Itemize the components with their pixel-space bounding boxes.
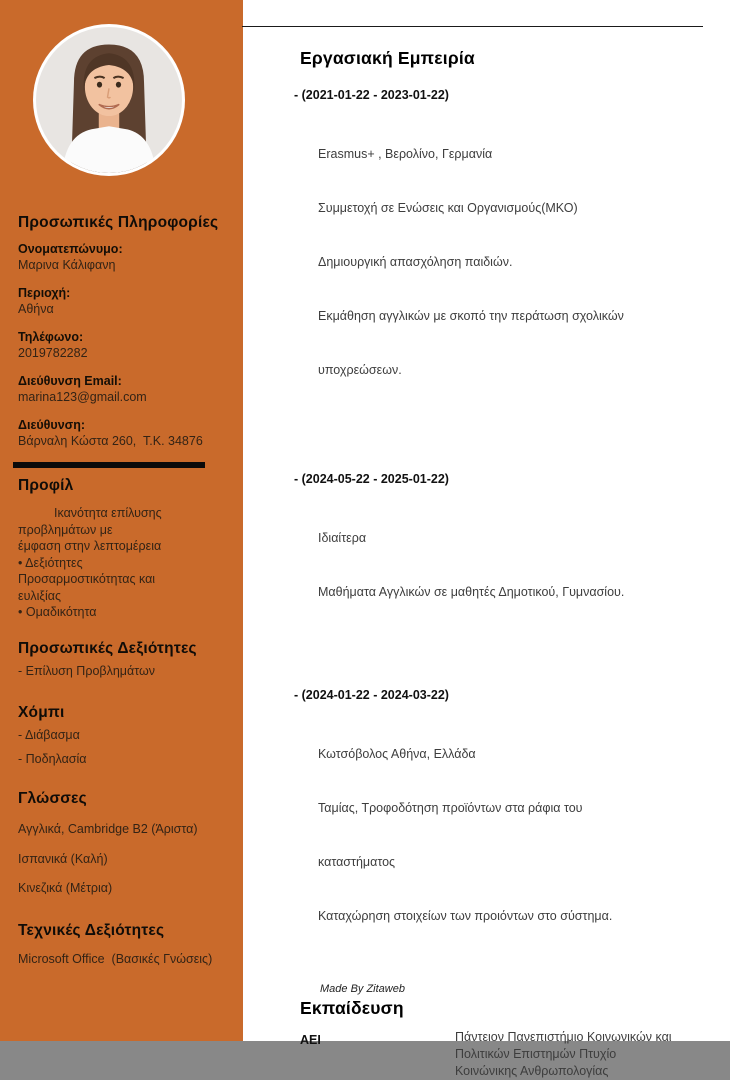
- experience-entry: [294, 471, 715, 637]
- experience-period: - (2024-01-22 - 2024-03-22): [294, 688, 449, 702]
- experience-heading: Εργασιακή Εμπειρία: [300, 48, 475, 68]
- top-rule: [242, 26, 703, 27]
- region-value: Αθήνα: [18, 301, 54, 316]
- email-value: marina123@gmail.com: [18, 389, 147, 404]
- profile-photo: [33, 24, 185, 176]
- technical-skills-section: [18, 921, 230, 968]
- experience-details: [318, 493, 715, 637]
- language-item: Ισπανικά (Καλή): [18, 851, 108, 866]
- profile-section: [18, 476, 230, 621]
- hobbies-section: [18, 703, 230, 767]
- phone-value: 2019782282: [18, 345, 88, 360]
- field-email: [18, 374, 230, 405]
- education-institution-line: Πολιτικών Επιστημών Πτυχίο: [455, 1047, 617, 1061]
- experience-line: καταστήματος: [318, 855, 396, 869]
- field-fullname: [18, 242, 230, 273]
- profile-heading: Προφίλ: [18, 477, 74, 494]
- experience-details: [318, 109, 715, 415]
- profile-line: Προσαρμοστικότητας και: [18, 572, 156, 586]
- experience-line: Συμμετοχή σε Ενώσεις και Οργανισμούς(ΜΚΟ): [318, 201, 578, 215]
- education-entry: [300, 1029, 715, 1080]
- technical-skills-heading: Τεχνικές Δεξιότητες: [18, 921, 165, 939]
- experience-period: - (2024-05-22 - 2025-01-22): [294, 472, 449, 486]
- field-phone: [18, 330, 230, 361]
- content-column: [294, 47, 715, 1080]
- experience-entry: [294, 687, 715, 961]
- fullname-value: Μαρινα Κάλιφανη: [18, 257, 116, 272]
- personal-skills-heading: Προσωπικές Δεξιότητες: [18, 639, 197, 657]
- footer-credit: Made By Zitaweb: [320, 983, 405, 995]
- personal-info-heading: Προσωπικές Πληροφορίες: [18, 214, 219, 231]
- field-address: [18, 418, 230, 449]
- technical-skill-item: Microsoft Office (Βασικές Γνώσεις): [18, 951, 213, 966]
- languages-section: [18, 789, 230, 897]
- education-degree: ΑΕΙ: [300, 1033, 321, 1047]
- avatar-eye-right: [116, 82, 121, 88]
- education-heading: Εκπαίδευση: [300, 998, 404, 1018]
- main-content: [243, 0, 730, 1078]
- experience-line: Ιδιαίτερα: [318, 531, 367, 545]
- profile-line: έμφαση στην λεπτομέρεια: [18, 539, 162, 553]
- experience-period: - (2021-01-22 - 2023-01-22): [294, 88, 449, 102]
- experience-line: Ταμίας, Τροφοδότηση προϊόντων στα ράφια του: [318, 801, 583, 815]
- experience-line: Κωτσόβολος Αθήνα, Ελλάδα: [318, 747, 476, 761]
- profile-line: ευλιξίας: [18, 588, 62, 603]
- education-institution-line: Πάντειον Πανεπιστήμιο Κοινωνικών και: [455, 1030, 672, 1044]
- profile-text: [18, 505, 230, 621]
- education-institution-line: Κοινώνικης Ανθρωπολογίας: [455, 1064, 609, 1078]
- profile-line: • Δεξιότητες: [18, 555, 83, 570]
- sidebar-content: [18, 213, 230, 967]
- address-value: Βάρναλη Κώστα 260, Τ.Κ. 34876: [18, 433, 203, 448]
- fullname-label: Ονοματεπώνυμο:: [18, 242, 123, 256]
- experience-entry: [294, 87, 715, 415]
- languages-heading: Γλώσσες: [18, 790, 87, 807]
- hobbies-heading: Χόμπι: [18, 704, 65, 721]
- phone-label: Τηλέφωνο:: [18, 330, 84, 344]
- region-label: Περιοχή:: [18, 286, 71, 300]
- education-institution: [455, 1029, 672, 1080]
- profile-line: Ικανότητα επίλυσης: [54, 506, 162, 520]
- personal-skill-item: - Επίλυση Προβλημάτων: [18, 663, 155, 678]
- hobby-item: - Διάβασμα: [18, 728, 80, 742]
- profile-line: προβλημάτων με: [18, 522, 113, 537]
- language-item: Αγγλικά, Cambridge B2 (Άριστα): [18, 822, 198, 836]
- experience-line: Εκμάθηση αγγλικών με σκοπό την περάτωση σχολικών: [318, 309, 624, 323]
- hobby-item: - Ποδηλασία: [18, 751, 87, 766]
- field-region: [18, 286, 230, 317]
- experience-line: υποχρεώσεων.: [318, 363, 402, 377]
- sidebar: [0, 0, 243, 1041]
- profile-line: • Ομαδικότητα: [18, 605, 97, 619]
- avatar-eye-left: [97, 82, 102, 88]
- experience-line: Δημιουργική απασχόληση παιδιών.: [318, 255, 513, 269]
- experience-line: Καταχώρηση στοιχείων των προιόντων στο σύστημα.: [318, 909, 613, 923]
- experience-line: Erasmus+ , Βερολίνο, Γερμανία: [318, 147, 493, 161]
- experience-line: Μαθήματα Αγγλικών σε μαθητές Δημοτικού, Γυμνασίου.: [318, 585, 625, 599]
- sidebar-divider-bar: [13, 462, 205, 468]
- experience-details: [318, 709, 715, 961]
- portrait-photo-icon: [36, 27, 182, 173]
- language-item: Κινεζικά (Μέτρια): [18, 881, 113, 895]
- email-label: Διεύθυνση Email:: [18, 374, 122, 388]
- personal-skills-section: [18, 639, 230, 680]
- address-label: Διεύθυνση:: [18, 418, 85, 432]
